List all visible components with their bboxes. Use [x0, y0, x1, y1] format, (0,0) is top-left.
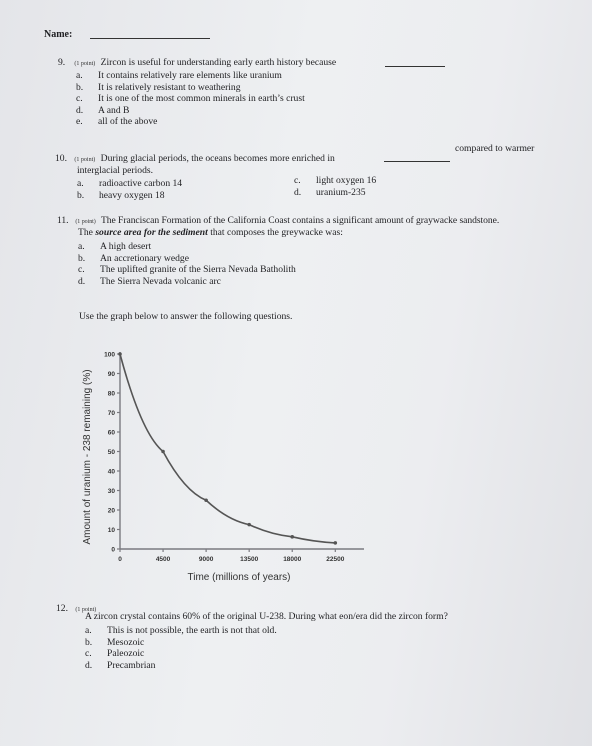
answer-blank-line	[384, 161, 450, 162]
y-tick-label: 20	[107, 507, 115, 515]
option-b: b. heavy oxygen 18	[77, 189, 165, 201]
data-point	[161, 450, 165, 454]
y-tick-label: 70	[107, 409, 115, 417]
x-tick-label: 9000	[198, 556, 214, 563]
option-c: c. The uplifted granite of the Sierra Nevada Batholith	[78, 264, 296, 276]
y-tick-label: 10	[107, 526, 115, 534]
x-tick-label: 4500	[155, 556, 171, 563]
x-axis-label: Time (millions of years)	[187, 572, 291, 583]
question-text: The Franciscan Formation of the California Coast contains a significant amount of graywacke sandstone.	[100, 215, 500, 226]
question-number: 12.	[56, 603, 68, 614]
question-11-line-2: The source area for the sediment that composes the greywacke was:	[78, 227, 343, 238]
point-value: (1 point)	[75, 219, 96, 225]
series-line	[120, 354, 335, 543]
data-point	[333, 541, 337, 545]
name-blank-line	[90, 38, 210, 39]
emphasized-phrase: source area for the sediment	[95, 227, 208, 238]
point-value: (1 point)	[74, 61, 96, 67]
answer-blank-line	[385, 66, 445, 67]
question-text: During glacial periods, the oceans becomes more enriched in	[100, 153, 335, 164]
x-tick-label: 18000	[283, 556, 302, 563]
option-a: a. This is not possible, the earth is not that old.	[85, 625, 277, 636]
option-c: c. Paleozoic	[85, 648, 145, 660]
data-point	[290, 535, 294, 539]
option-c: c. It is one of the most common minerals in earth’s crust	[76, 93, 305, 105]
option-a: a. A high desert	[78, 241, 152, 252]
option-d: d. A and B	[76, 104, 130, 116]
option-a: a. It contains relatively rare elements like uranium	[76, 70, 282, 81]
question-9	[58, 57, 336, 70]
question-text: Zircon is useful for understanding early earth history because	[100, 57, 337, 68]
uranium-decay-chart	[74, 338, 374, 588]
y-tick-label: 40	[107, 468, 115, 476]
name-label: Name:	[44, 29, 73, 40]
chart-axes	[120, 352, 364, 549]
y-tick-label: 0	[111, 546, 115, 554]
question-11-options	[78, 241, 296, 287]
data-point	[118, 352, 122, 356]
x-tick-label: 0	[118, 556, 122, 563]
graph-instructions: Use the graph below to answer the following questions.	[79, 311, 293, 322]
data-point	[204, 498, 208, 502]
option-d: d. The Sierra Nevada volcanic arc	[78, 275, 221, 287]
point-value: (1 point)	[74, 157, 96, 163]
option-b: b. It is relatively resistant to weathering	[76, 81, 241, 93]
y-axis-label: Amount of uranium - 238 remaining (%)	[82, 369, 93, 545]
question-9-options	[76, 70, 305, 128]
question-number: 9.	[58, 57, 66, 68]
question-10-options-left	[77, 178, 182, 201]
option-c: c. light oxygen 16	[294, 175, 377, 186]
y-tick-label: 100	[104, 351, 115, 359]
y-tick-label: 90	[107, 370, 115, 378]
question-text: A zircon crystal contains 60% of the original U-238. During what eon/era did the zircon form?	[85, 611, 448, 622]
point-value: (1 point)	[75, 607, 97, 613]
option-b: b. An accretionary wedge	[78, 252, 189, 264]
x-tick-label: 13500	[240, 556, 259, 563]
x-tick-label: 22500	[326, 556, 345, 563]
option-d: d. uranium-235	[294, 186, 366, 198]
option-e: e. all of the above	[76, 116, 158, 128]
y-tick-label: 50	[107, 448, 115, 456]
data-point	[247, 523, 251, 527]
y-tick-label: 30	[107, 487, 115, 495]
y-tick-label: 80	[107, 390, 115, 398]
option-a: a. radioactive carbon 14	[77, 178, 183, 189]
y-tick-label: 60	[107, 429, 115, 437]
question-10-options-right	[294, 175, 376, 198]
question-number: 11.	[57, 215, 69, 226]
option-d: d. Precambrian	[85, 659, 156, 671]
chart-ticks	[104, 351, 345, 563]
chart-series	[118, 352, 337, 545]
question-text-line-2: interglacial periods.	[77, 165, 154, 176]
question-text-continued: compared to warmer	[455, 143, 535, 154]
question-number: 10.	[55, 153, 67, 164]
question-12-options	[85, 625, 277, 671]
option-b: b. Mesozoic	[85, 636, 145, 648]
